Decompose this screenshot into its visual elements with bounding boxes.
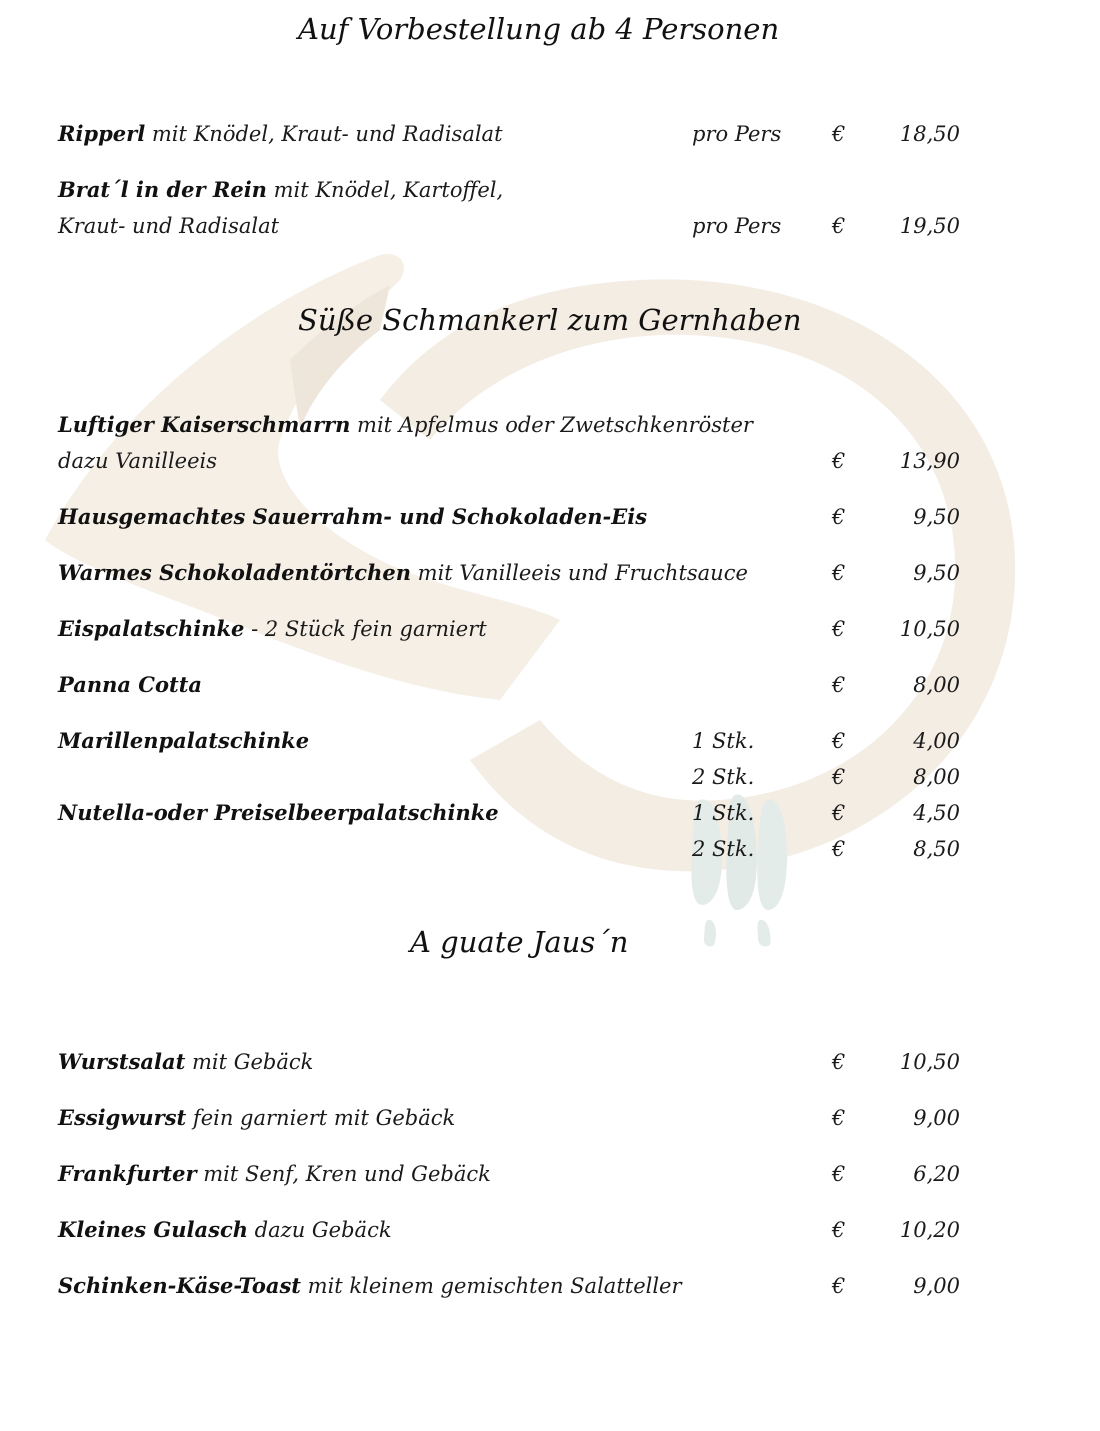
item-description: mit Vanilleeis und Fruchtsauce (410, 561, 748, 585)
item-unit: pro Pers (692, 214, 782, 238)
menu-item-bratl (58, 177, 503, 203)
item-price: 6,20 (913, 1162, 960, 1186)
menu-item-schokoladentoertchen (58, 560, 748, 586)
item-name: Eispalatschinke (58, 616, 245, 641)
currency-symbol: € (832, 122, 846, 146)
menu-item-nutella-palatschinke (58, 800, 499, 826)
currency-symbol: € (832, 801, 846, 825)
currency-symbol: € (832, 1274, 846, 1298)
section-title-suesse-schmankerl: Süße Schmankerl zum Gernhaben (298, 303, 802, 337)
currency-symbol: € (832, 449, 846, 473)
item-name: Nutella-oder Preiselbeerpalatschinke (58, 800, 499, 825)
item-quantity: 1 Stk. (692, 801, 755, 825)
item-name: Schinken-Käse-Toast (58, 1273, 301, 1298)
item-price: 4,50 (913, 801, 960, 825)
item-quantity: 1 Stk. (692, 729, 755, 753)
item-description: mit kleinem gemischten Salatteller (301, 1274, 682, 1298)
item-name: Wurstsalat (58, 1049, 186, 1074)
item-description: dazu Gebäck (248, 1218, 392, 1242)
item-price: 8,00 (913, 765, 960, 789)
menu-item-wurstsalat (58, 1049, 313, 1075)
item-quantity: 2 Stk. (692, 765, 755, 789)
menu-item-essigwurst (58, 1105, 455, 1131)
menu-item-sauerrahm-eis (58, 504, 647, 530)
item-description: mit Apfelmus oder Zwetschkenröster (350, 413, 753, 437)
item-name: Panna Cotta (58, 672, 203, 697)
currency-symbol: € (832, 1106, 846, 1130)
currency-symbol: € (832, 765, 846, 789)
item-price: 4,00 (913, 729, 960, 753)
item-description: - 2 Stück fein garniert (244, 617, 487, 641)
currency-symbol: € (832, 837, 846, 861)
item-price: 10,20 (899, 1218, 960, 1242)
menu-item-panna-cotta (58, 672, 202, 698)
item-name: Kleines Gulasch (58, 1217, 248, 1242)
menu-item-gulasch (58, 1217, 392, 1243)
item-description-line2: dazu Vanilleeis (58, 449, 218, 473)
currency-symbol: € (832, 1218, 846, 1242)
menu-item-toast (58, 1273, 682, 1299)
item-price: 10,50 (899, 1050, 960, 1074)
item-price: 8,00 (913, 673, 960, 697)
item-price: 19,50 (899, 214, 960, 238)
item-price: 9,50 (913, 561, 960, 585)
item-price: 8,50 (913, 837, 960, 861)
currency-symbol: € (832, 729, 846, 753)
menu-item-frankfurter (58, 1161, 491, 1187)
currency-symbol: € (832, 673, 846, 697)
currency-symbol: € (832, 214, 846, 238)
item-name: Hausgemachtes Sauerrahm- und Schokoladen-Eis (58, 504, 648, 529)
item-price: 13,90 (899, 449, 960, 473)
item-description: mit Gebäck (185, 1050, 314, 1074)
item-description: fein garniert mit Gebäck (186, 1106, 456, 1130)
menu-item-kaiserschmarrn (58, 412, 753, 438)
item-description: mit Knödel, Kartoffel, (266, 178, 504, 202)
item-description: mit Senf, Kren und Gebäck (196, 1162, 491, 1186)
item-price: 9,00 (913, 1106, 960, 1130)
currency-symbol: € (832, 561, 846, 585)
item-price: 9,00 (913, 1274, 960, 1298)
section-title-jausn: A guate Jaus´n (410, 925, 629, 959)
item-unit: pro Pers (692, 122, 782, 146)
item-price: 9,50 (913, 505, 960, 529)
item-quantity: 2 Stk. (692, 837, 755, 861)
item-name: Marillenpalatschinke (58, 728, 310, 753)
menu-item-marillenpalatschinke (58, 728, 309, 754)
item-name: Essigwurst (58, 1105, 187, 1130)
item-name: Brat´l in der Rein (58, 177, 267, 202)
item-name: Ripperl (58, 121, 146, 146)
section-title-vorbestellung: Auf Vorbestellung ab 4 Personen (298, 12, 780, 46)
currency-symbol: € (832, 1050, 846, 1074)
currency-symbol: € (832, 1162, 846, 1186)
item-name: Frankfurter (58, 1161, 197, 1186)
currency-symbol: € (832, 617, 846, 641)
item-price: 10,50 (899, 617, 960, 641)
item-name: Luftiger Kaiserschmarrn (58, 412, 351, 437)
menu-item-ripperl (58, 121, 503, 147)
item-name: Warmes Schokoladentörtchen (58, 560, 411, 585)
menu-item-eispalatschinke (58, 616, 487, 642)
item-price: 18,50 (899, 122, 960, 146)
currency-symbol: € (832, 505, 846, 529)
item-description: mit Knödel, Kraut- und Radisalat (145, 122, 503, 146)
item-description-line2: Kraut- und Radisalat (58, 214, 280, 238)
